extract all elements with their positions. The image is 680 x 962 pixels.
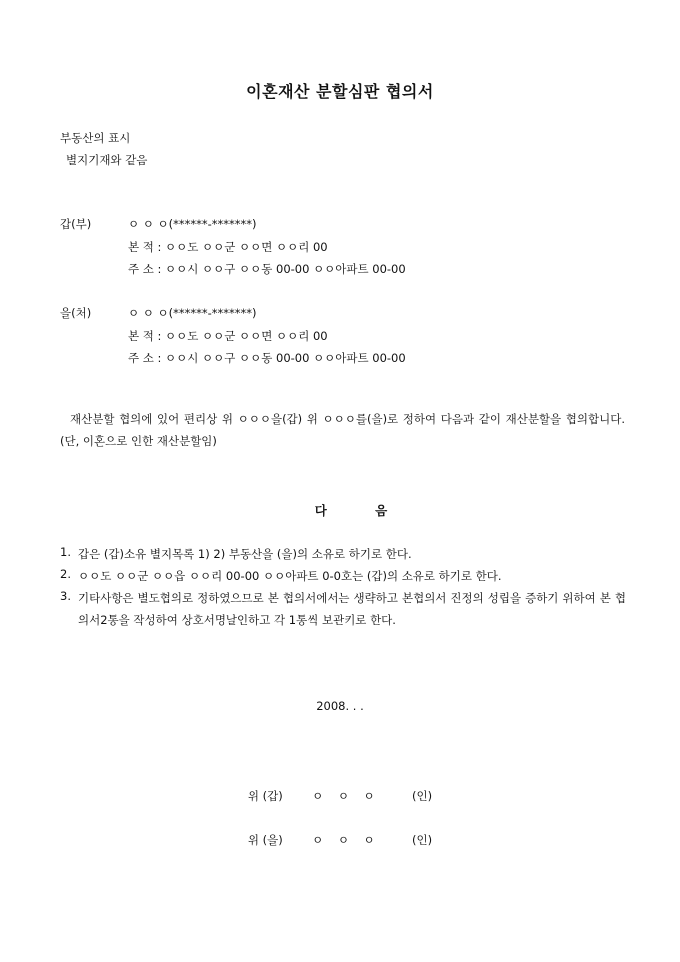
item-text: 기타사항은 별도협의로 정하였으므로 본 협의서에서는 생략하고 본협의서 진정의 성립을 증하기 위하여 본 협의서2통을 작성하여 상호서명날인하고 각 1통씩 보관키로 한다. — [78, 591, 626, 627]
party-b-domicile: 본 적 : ㅇㅇ도 ㅇㅇ군 ㅇㅇ면 ㅇㅇ리 00 — [128, 329, 328, 343]
signature-name: ㅇ ㅇ ㅇ — [312, 789, 375, 803]
intro-paragraph: 재산분할 협의에 있어 편리상 위 ㅇㅇㅇ을(갑) 위 ㅇㅇㅇ를(을)로 정하여 다음과 같이 재산분할을 협의합니다. (단, 이혼으로 인한 재산분할임) — [60, 412, 625, 448]
property-heading: 부동산의 표시 — [60, 131, 131, 145]
signature-label: 위 (을) — [247, 833, 283, 847]
document-title: 이혼재산 분할심판 협의서 — [246, 82, 434, 101]
item-number: 1. — [60, 545, 71, 559]
party-a-label: 갑(부) — [60, 217, 92, 231]
signature-name: ㅇ ㅇ ㅇ — [312, 833, 375, 847]
party-a-name: ㅇ ㅇ ㅇ(******-*******) — [128, 217, 257, 231]
signature-line-a — [0, 790, 680, 804]
signature-seal: (인) — [411, 789, 433, 803]
item-number: 2. — [60, 567, 71, 581]
item-text: ㅇㅇ도 ㅇㅇ군 ㅇㅇ읍 ㅇㅇ리 00-00 ㅇㅇ아파트 0-0호는 (갑)의 소유로 하기로 한다. — [78, 569, 502, 583]
party-a-address: 주 소 : ㅇㅇ시 ㅇㅇ구 ㅇㅇ동 00-00 ㅇㅇ아파트 00-00 — [128, 262, 406, 276]
party-b-label: 을(처) — [60, 306, 92, 320]
party-b-address: 주 소 : ㅇㅇ시 ㅇㅇ구 ㅇㅇ동 00-00 ㅇㅇ아파트 00-00 — [128, 351, 406, 365]
item-text: 갑은 (갑)소유 별지목록 1) 2) 부동산을 (을)의 소유로 하기로 한다. — [78, 547, 412, 561]
document-date: 2008. . . — [316, 699, 364, 713]
signature-label: 위 (갑) — [247, 789, 283, 803]
item-number: 3. — [60, 589, 71, 603]
section-heading: 다 음 — [314, 503, 410, 518]
property-detail: 별지기재와 같음 — [66, 153, 148, 167]
party-b-name: ㅇ ㅇ ㅇ(******-*******) — [128, 306, 257, 320]
party-a-domicile: 본 적 : ㅇㅇ도 ㅇㅇ군 ㅇㅇ면 ㅇㅇ리 00 — [128, 240, 328, 254]
signature-line-b — [0, 834, 680, 848]
signature-seal: (인) — [411, 833, 433, 847]
